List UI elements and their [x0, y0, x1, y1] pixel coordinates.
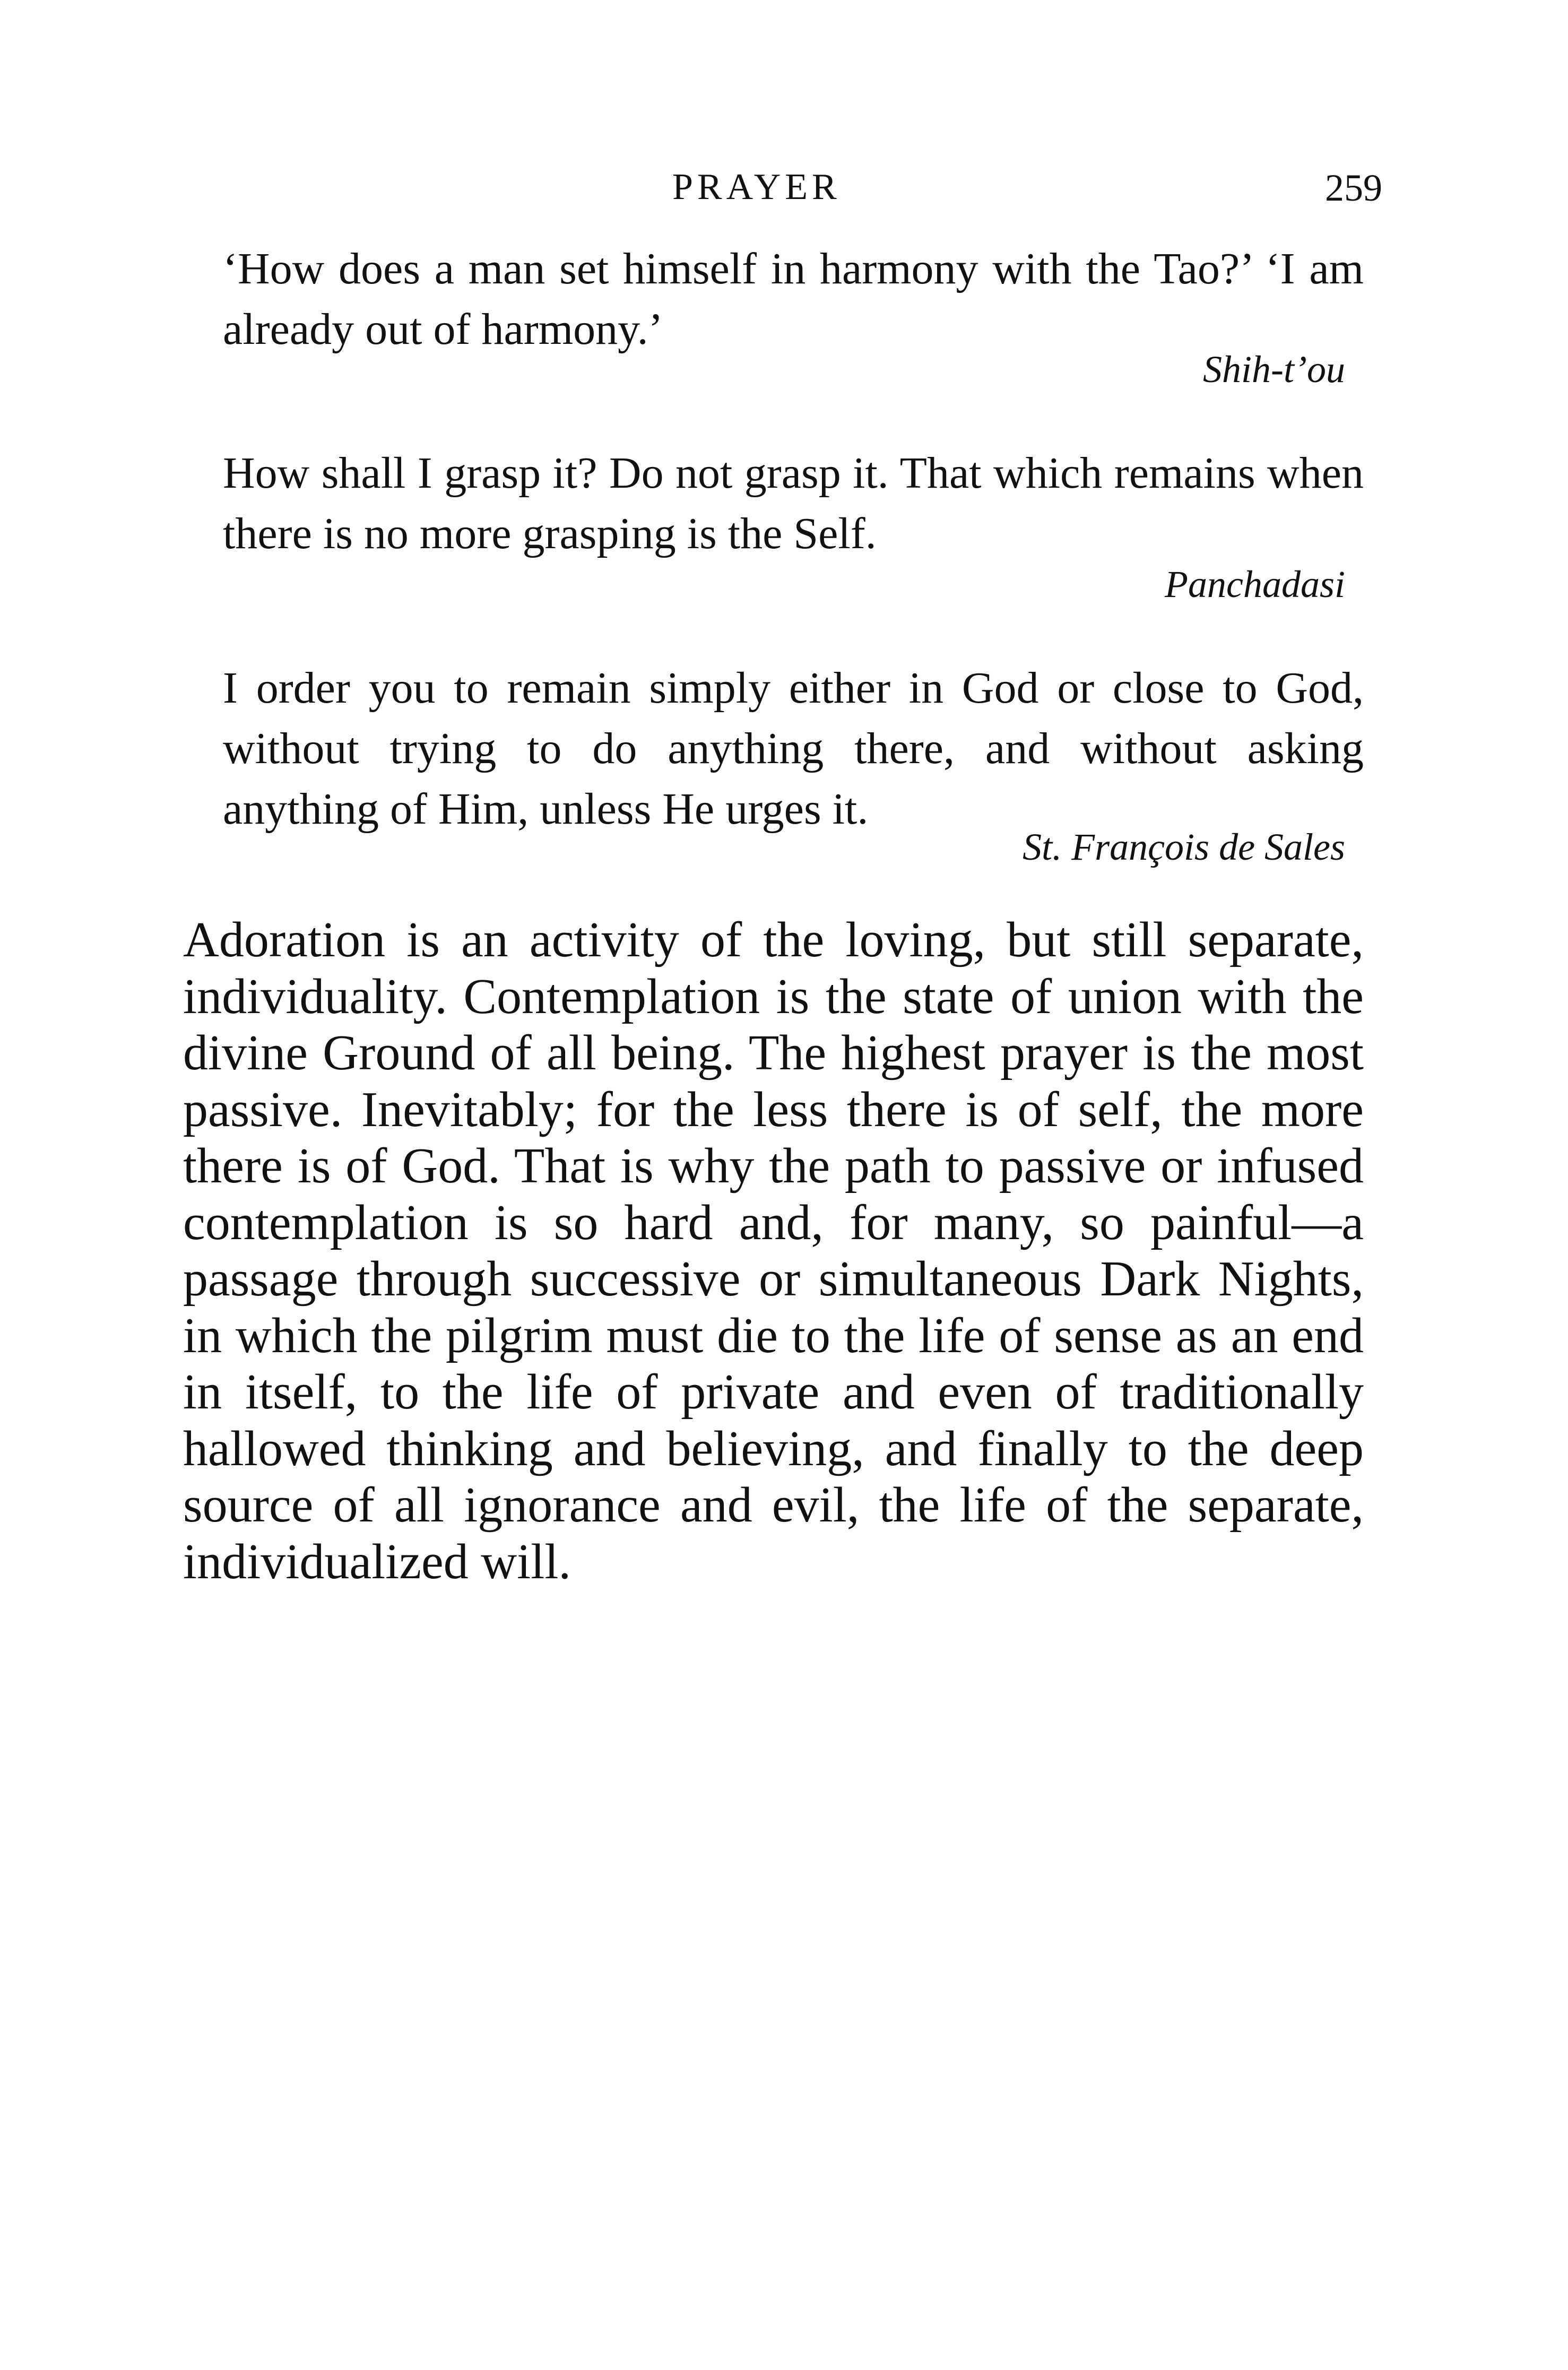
attribution-shih-tou: Shih-t’ou [1203, 348, 1345, 391]
attribution-francois-de-sales: St. François de Sales [1023, 826, 1345, 868]
quote-panchadasi: How shall I grasp it? Do not grasp it. That which remains when there is no more grasping is the Self. [223, 448, 1364, 558]
quote-francois-de-sales: I order you to remain simply either in God or close to God, without trying to do anything there, and without asking anything of Him, unless He urges it. [223, 663, 1364, 834]
quote-shih-tou: ‘How does a man set himself in harmony with the Tao?’ ‘I am already out of harmony.’ [223, 244, 1364, 354]
body-paragraph: Adoration is an activity of the loving, but still separate, individuality. Contemplation is the state of union with the divine Ground of all being. The highest prayer is the most passive. Inevitably; for the less there is of self, the more there is of God. That is why the path to passive or infused contemplation is so hard and, for many, so painful—a passage through successive or simultaneous Dark Nights, in which the pilgrim must die to the life of sense as an end in itself, to the life of private and even of traditionally hallowed thinking and believing, and finally to the deep source of all ignorance and evil, the life of the separate, individualized will. [183, 912, 1364, 1589]
page-number: 259 [1325, 167, 1382, 209]
attribution-panchadasi: Panchadasi [1165, 563, 1345, 606]
running-title: PRAYER [672, 167, 841, 207]
